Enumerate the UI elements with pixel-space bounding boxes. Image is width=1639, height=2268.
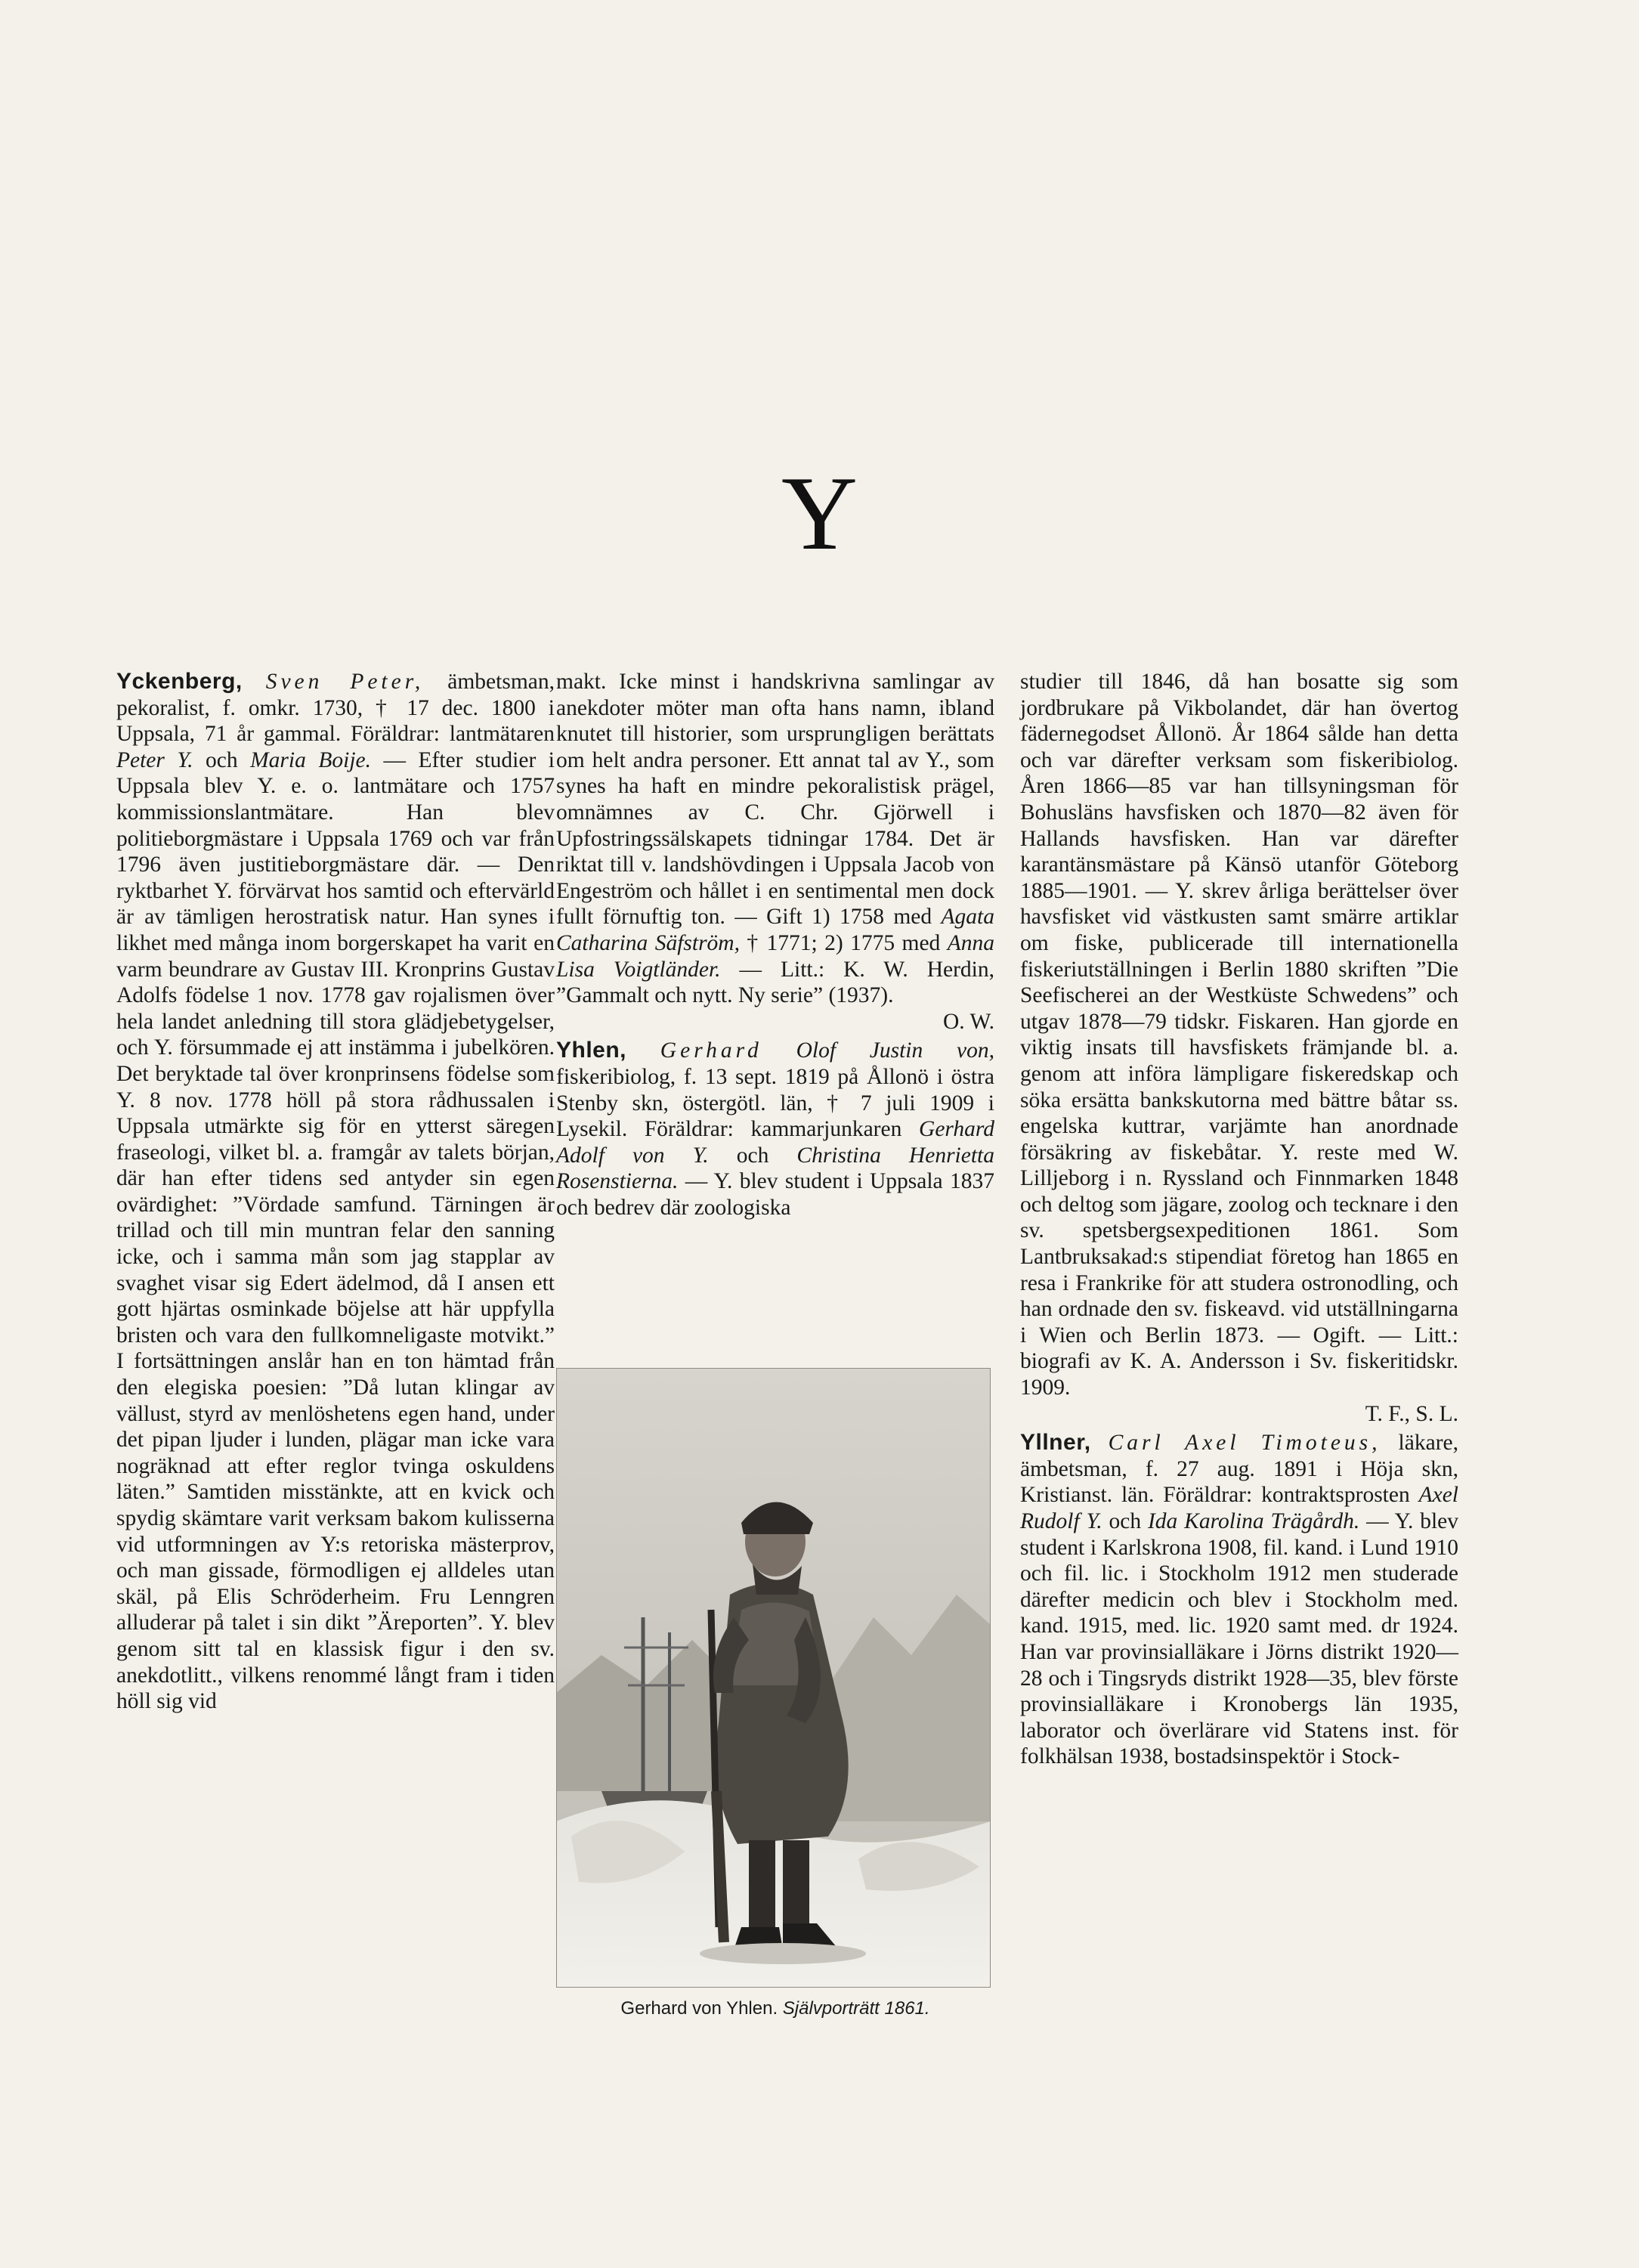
body-text: — Litt.: K. W. Herdin, ”Gammalt och nytt. Ny serie” (1937). bbox=[556, 957, 994, 1008]
body-text: fiskeribiolog, f. 13 sept. 1819 på Ållonö i östra Stenby skn, östergötl. län, † 7 juli 1909 i Lysekil. Föräldrar: kammarjunkaren bbox=[556, 1064, 994, 1142]
parent-name: Christina Henrietta Rosenstierna. bbox=[556, 1143, 994, 1194]
entry-yllner bbox=[1020, 1430, 1458, 1770]
self-portrait-image bbox=[556, 1368, 991, 1988]
given-names: Carl Axel Timoteus, bbox=[1108, 1431, 1381, 1456]
entry-yhlen-continued bbox=[1020, 669, 1458, 1401]
page-letter-heading: Y bbox=[781, 455, 858, 572]
column-2 bbox=[556, 669, 994, 1221]
body-text: och bbox=[708, 1143, 797, 1168]
body-text: läkare, ämbetsman, f. 27 aug. 1891 i Höja skn, Kristianst. län. Föräldrar: kontraktsprosten bbox=[1020, 1431, 1458, 1508]
entry-yhlen bbox=[556, 1038, 994, 1221]
headword-yllner: Yllner, bbox=[1020, 1430, 1091, 1456]
body-text: och bbox=[193, 747, 251, 772]
parent-name: Peter Y. bbox=[116, 747, 193, 772]
portrait-figure bbox=[556, 1368, 994, 2019]
body-text: ämbetsman, pekoralist, f. omkr. 1730, † 17 dec. 1800 i Uppsala, 71 år gammal. Föräldrar: lantmätaren bbox=[116, 670, 555, 747]
body-text: — Efter studier i Uppsala blev Y. e. o. lantmätare och 1757 kommissionslantmätare. Han blev politieborgmästare i Uppsala 1769 och var från 1796 även justitieborgmästare där. — Den ryktbarhet Y. förvärvat hos samtid och eftervärld är av tämligen herostratisk natur. Han synes i likhet med många inom borgerskapet ha varit en varm beundrare av Gustav III. Kronprins Gustav Adolfs födelse 1 nov. 1778 gav rojalismen över hela landet anledning till stora glädjebetygelser, och Y. försummade ej att instämma i jubelkören. Det beryktade tal över kronprinsens födelse som Y. 8 nov. 1778 höll på stora rådhussalen i Uppsala utmärkte sig för en ytterst säregen fraseologi, vilket bl. a. framgår av talets början, där han efter tidens sed antyder sin egen ovärdighet: ”Vördade samfund. Tärningen är trillad och till min muntran felar den sanning icke, och i samma mån som jag stapplar av svaghet visar sig Edert ädelmod, då I ansen ett gott hjärtas osminkade böjelse att här uppfylla bristen och vara den fullkomneligaste motvikt.” I fortsättningen anslår han en ton hämtad från den elegiska poesien: ”Då lutan klingar av vällust, styrd av menlöshetens egen hand, under det pipan ljuder i lunden, plägar man icke vara nogräknad att efter reglor tvinga oskuldens läten.” Samtiden misstänkte, att en kvick och spydig skämtare varit verksam bakom kulisserna vid utformningen av Y:s retoriska mästerprov, och man gissade, förmodligen ej alldeles utan skäl, på Elis Schröderheim. Fru Lenngren alluderar på talet i sin dikt ”Äreporten”. Y. blev genom sitt tal en klassisk figur i den sv. anekdotlitt., vilkens renommé långt fram i tiden höll sig vid bbox=[116, 747, 555, 1714]
body-text: — Y. blev student i Uppsala 1837 och bedrev där zoologiska bbox=[556, 1169, 994, 1220]
caption-text: Gerhard von Yhlen. bbox=[620, 1998, 783, 2019]
column-3 bbox=[1020, 669, 1458, 1770]
parent-name: Gerhard Adolf von Y. bbox=[556, 1117, 994, 1168]
caption-italic: Självporträtt 1861. bbox=[782, 1998, 930, 2019]
given-names: Gerhard bbox=[660, 1038, 762, 1063]
entry-yckenberg bbox=[116, 669, 555, 1715]
spouse-name: Anna Lisa Voigtländer. bbox=[556, 930, 994, 982]
spouse-name: Agata Catharina Säfström, bbox=[556, 905, 994, 955]
figure-caption bbox=[556, 1998, 994, 2019]
given-names-2: Olof Justin von, bbox=[796, 1038, 994, 1063]
headword-yckenberg: Yckenberg, bbox=[116, 669, 243, 694]
parent-name: Maria Boije. bbox=[250, 747, 371, 772]
body-text: och bbox=[1102, 1509, 1148, 1533]
headword-yhlen: Yhlen, bbox=[556, 1038, 627, 1063]
author-signature: T. F., S. L. bbox=[1365, 1401, 1458, 1426]
body-text: — Y. blev student i Karlskrona 1908, fil. kand. i Lund 1910 och fil. lic. i Stockholm 1912 men studerade därefter medicin och blev i Stockholm med. kand. 1915, med. lic. 1920 samt med. dr 1924. Han var provinsialläkare i Jörns distrikt 1920—28 och i Tingsryds distrikt 1928—35, blev förste provinsialläkare i Kronobergs län 1935, laborator och överlärare vid Statens inst. för folkhälsan 1938, bostadsinspektör i Stock- bbox=[1020, 1509, 1458, 1769]
column-1 bbox=[116, 669, 555, 1715]
parent-name: Ida Karolina Trägårdh. bbox=[1147, 1509, 1360, 1533]
body-text: † 1771; 2) 1775 med bbox=[739, 930, 948, 955]
body-text: makt. Icke minst i handskrivna samlingar av anekdoter möter man ofta hans namn, ibland knutet till historier, som ursprungligen berättats om helt andra personer. Ett annat tal av Y., som synes ha haft en mindre pekoralistisk prägel, omnämnes av C. Chr. Gjörwell i Upfostringssälskapets tidningar 1784. Det är riktat till v. landshövdingen i Uppsala Jacob von Engeström och hållet i en sentimental men dock fullt förnuftig ton. — Gift 1) 1758 med bbox=[556, 670, 994, 930]
given-names: Sven Peter, bbox=[265, 670, 425, 694]
parent-name: Axel Rudolf Y. bbox=[1020, 1483, 1458, 1533]
author-signature: O. W. bbox=[942, 1009, 994, 1034]
entry-yckenberg-continued bbox=[556, 669, 994, 1009]
body-text: studier till 1846, då han bosatte sig som jordbrukare på Vikbolandet, där han övertog fädernegodset Ållonö. År 1864 sålde han detta och var därefter verksam som fiskeribiolog. Åren 1866—85 var han tillsyningsman för Bohusläns havsfisken och 1870—82 även för Hallands havsfisken. Han var därefter karantänsmästare på Känsö utanför Göteborg 1885—1901. — Y. skrev årliga berättelser över havsfisket vid västkusten samt smärre artiklar om fiske, publicerade till internationella fiskeriutställningen i Berlin 1880 skriften ”Die Seefischerei an der Westküste Schwedens” och utgav 1878—79 tidskr. Fiskaren. Han gjorde en viktig insats till havsfiskets främjande bl. a. genom att införa lämpligare fiskeredskap och söka ersätta bankskutorna med bättre båtar ss. engelska kuttrar, varjämte han anordnade försäkring av fiskebåtar. Y. reste med W. Lilljeborg i n. Ryssland och Finnmarken 1848 och deltog som jägare, zoolog och tecknare i den sv. spetsbergsexpeditionen 1861. Som Lantbruksakad:s stipendiat företog han 1865 en resa i Frankrike för att studera ostronodling, och han ordnade den sv. fiskeavd. vid utställningarna i Wien och Berlin 1873. — Ogift. — Litt.: biografi av K. A. Andersson i Sv. fiskeritidskr. 1909. bbox=[1020, 670, 1458, 1400]
